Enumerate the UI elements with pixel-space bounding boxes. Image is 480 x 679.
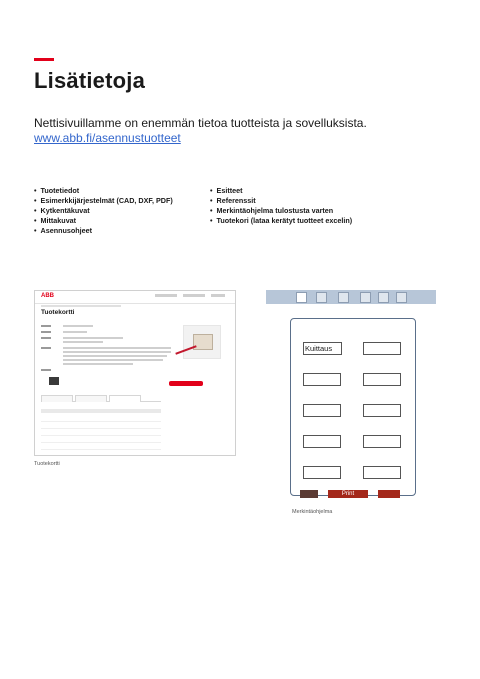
label-field[interactable] [303, 466, 341, 479]
label-field[interactable] [363, 342, 401, 355]
label-field[interactable] [303, 373, 341, 386]
field-label [41, 369, 51, 371]
tab-active[interactable] [109, 395, 141, 402]
field-label [41, 337, 51, 339]
nav-link [155, 294, 177, 297]
label-sheet [290, 318, 416, 496]
table-row [41, 415, 161, 422]
label-field[interactable] [363, 435, 401, 448]
list-item: • Tuotekori (lataa kerätyt tuotteet excelin) [210, 216, 352, 226]
list-item: • Mittakuvat [34, 216, 173, 226]
product-card-screenshot [34, 290, 236, 456]
accent-bar [34, 58, 54, 61]
field-value [63, 337, 123, 339]
field-value [63, 331, 87, 333]
list-item: • Merkintäohjelma tulostusta varten [210, 206, 352, 216]
website-link[interactable]: www.abb.fi/asennustuotteet [34, 131, 181, 145]
description-line [63, 363, 133, 365]
label-field[interactable] [363, 373, 401, 386]
description-line [63, 359, 163, 361]
nav-link [183, 294, 205, 297]
list-item: • Esitteet [210, 186, 352, 196]
label-field[interactable] [303, 404, 341, 417]
site-header [35, 291, 235, 304]
table-row [41, 422, 161, 429]
marking-program-screenshot [266, 290, 436, 500]
field-label [41, 325, 51, 327]
toolbar-button[interactable] [316, 292, 327, 303]
list-item: • Kytkentäkuvat [34, 206, 173, 216]
table-row [41, 436, 161, 443]
description-line [63, 355, 167, 357]
tab[interactable] [41, 395, 73, 402]
nav-button[interactable] [300, 490, 318, 498]
field-label [41, 331, 51, 333]
product-image [183, 325, 221, 359]
page-title: Lisätietoja [34, 68, 146, 93]
program-toolbar [266, 290, 436, 304]
toolbar-button[interactable] [360, 292, 371, 303]
field-value [63, 325, 93, 327]
product-card-caption: Tuotekortti [34, 461, 60, 467]
list-item: • Asennusohjeet [34, 226, 173, 236]
list-item: • Esimerkkijärjestelmät (CAD, DXF, PDF) [34, 196, 173, 206]
add-to-basket-button[interactable] [169, 381, 203, 386]
print-button[interactable]: Print [328, 490, 368, 498]
toolbar-button[interactable] [378, 292, 389, 303]
list-item: • Tuotetiedot [34, 186, 173, 196]
label-field[interactable] [363, 404, 401, 417]
breadcrumb [41, 305, 121, 307]
description-line [63, 347, 171, 349]
table-header [41, 409, 161, 413]
label-field[interactable] [303, 435, 341, 448]
toolbar-button[interactable] [396, 292, 407, 303]
description-line [63, 351, 171, 353]
tab[interactable] [75, 395, 107, 402]
field-value [63, 341, 103, 343]
action-button[interactable] [378, 490, 400, 498]
toolbar-button[interactable] [338, 292, 349, 303]
table-row [41, 443, 161, 450]
label-field[interactable]: Kuittaus [303, 342, 342, 355]
bullet-list-left [34, 186, 173, 236]
nav-link [211, 294, 225, 297]
table-row [41, 429, 161, 436]
card-tabs [41, 395, 161, 402]
marking-program-caption: Merkintäohjelma [292, 509, 333, 515]
card-title: Tuotekortti [41, 309, 75, 316]
field-label [41, 347, 51, 349]
intro-paragraph [34, 116, 367, 146]
bullet-list-right [210, 186, 352, 226]
abb-logo: ABB [41, 293, 54, 299]
program-bottom-bar [298, 490, 408, 499]
ip-rating-icon [49, 377, 59, 385]
list-item: • Referenssit [210, 196, 352, 206]
intro-text: Nettisivuillamme on enemmän tietoa tuotteista ja sovelluksista. [34, 116, 367, 130]
label-field[interactable] [363, 466, 401, 479]
toolbar-button[interactable] [296, 292, 307, 303]
